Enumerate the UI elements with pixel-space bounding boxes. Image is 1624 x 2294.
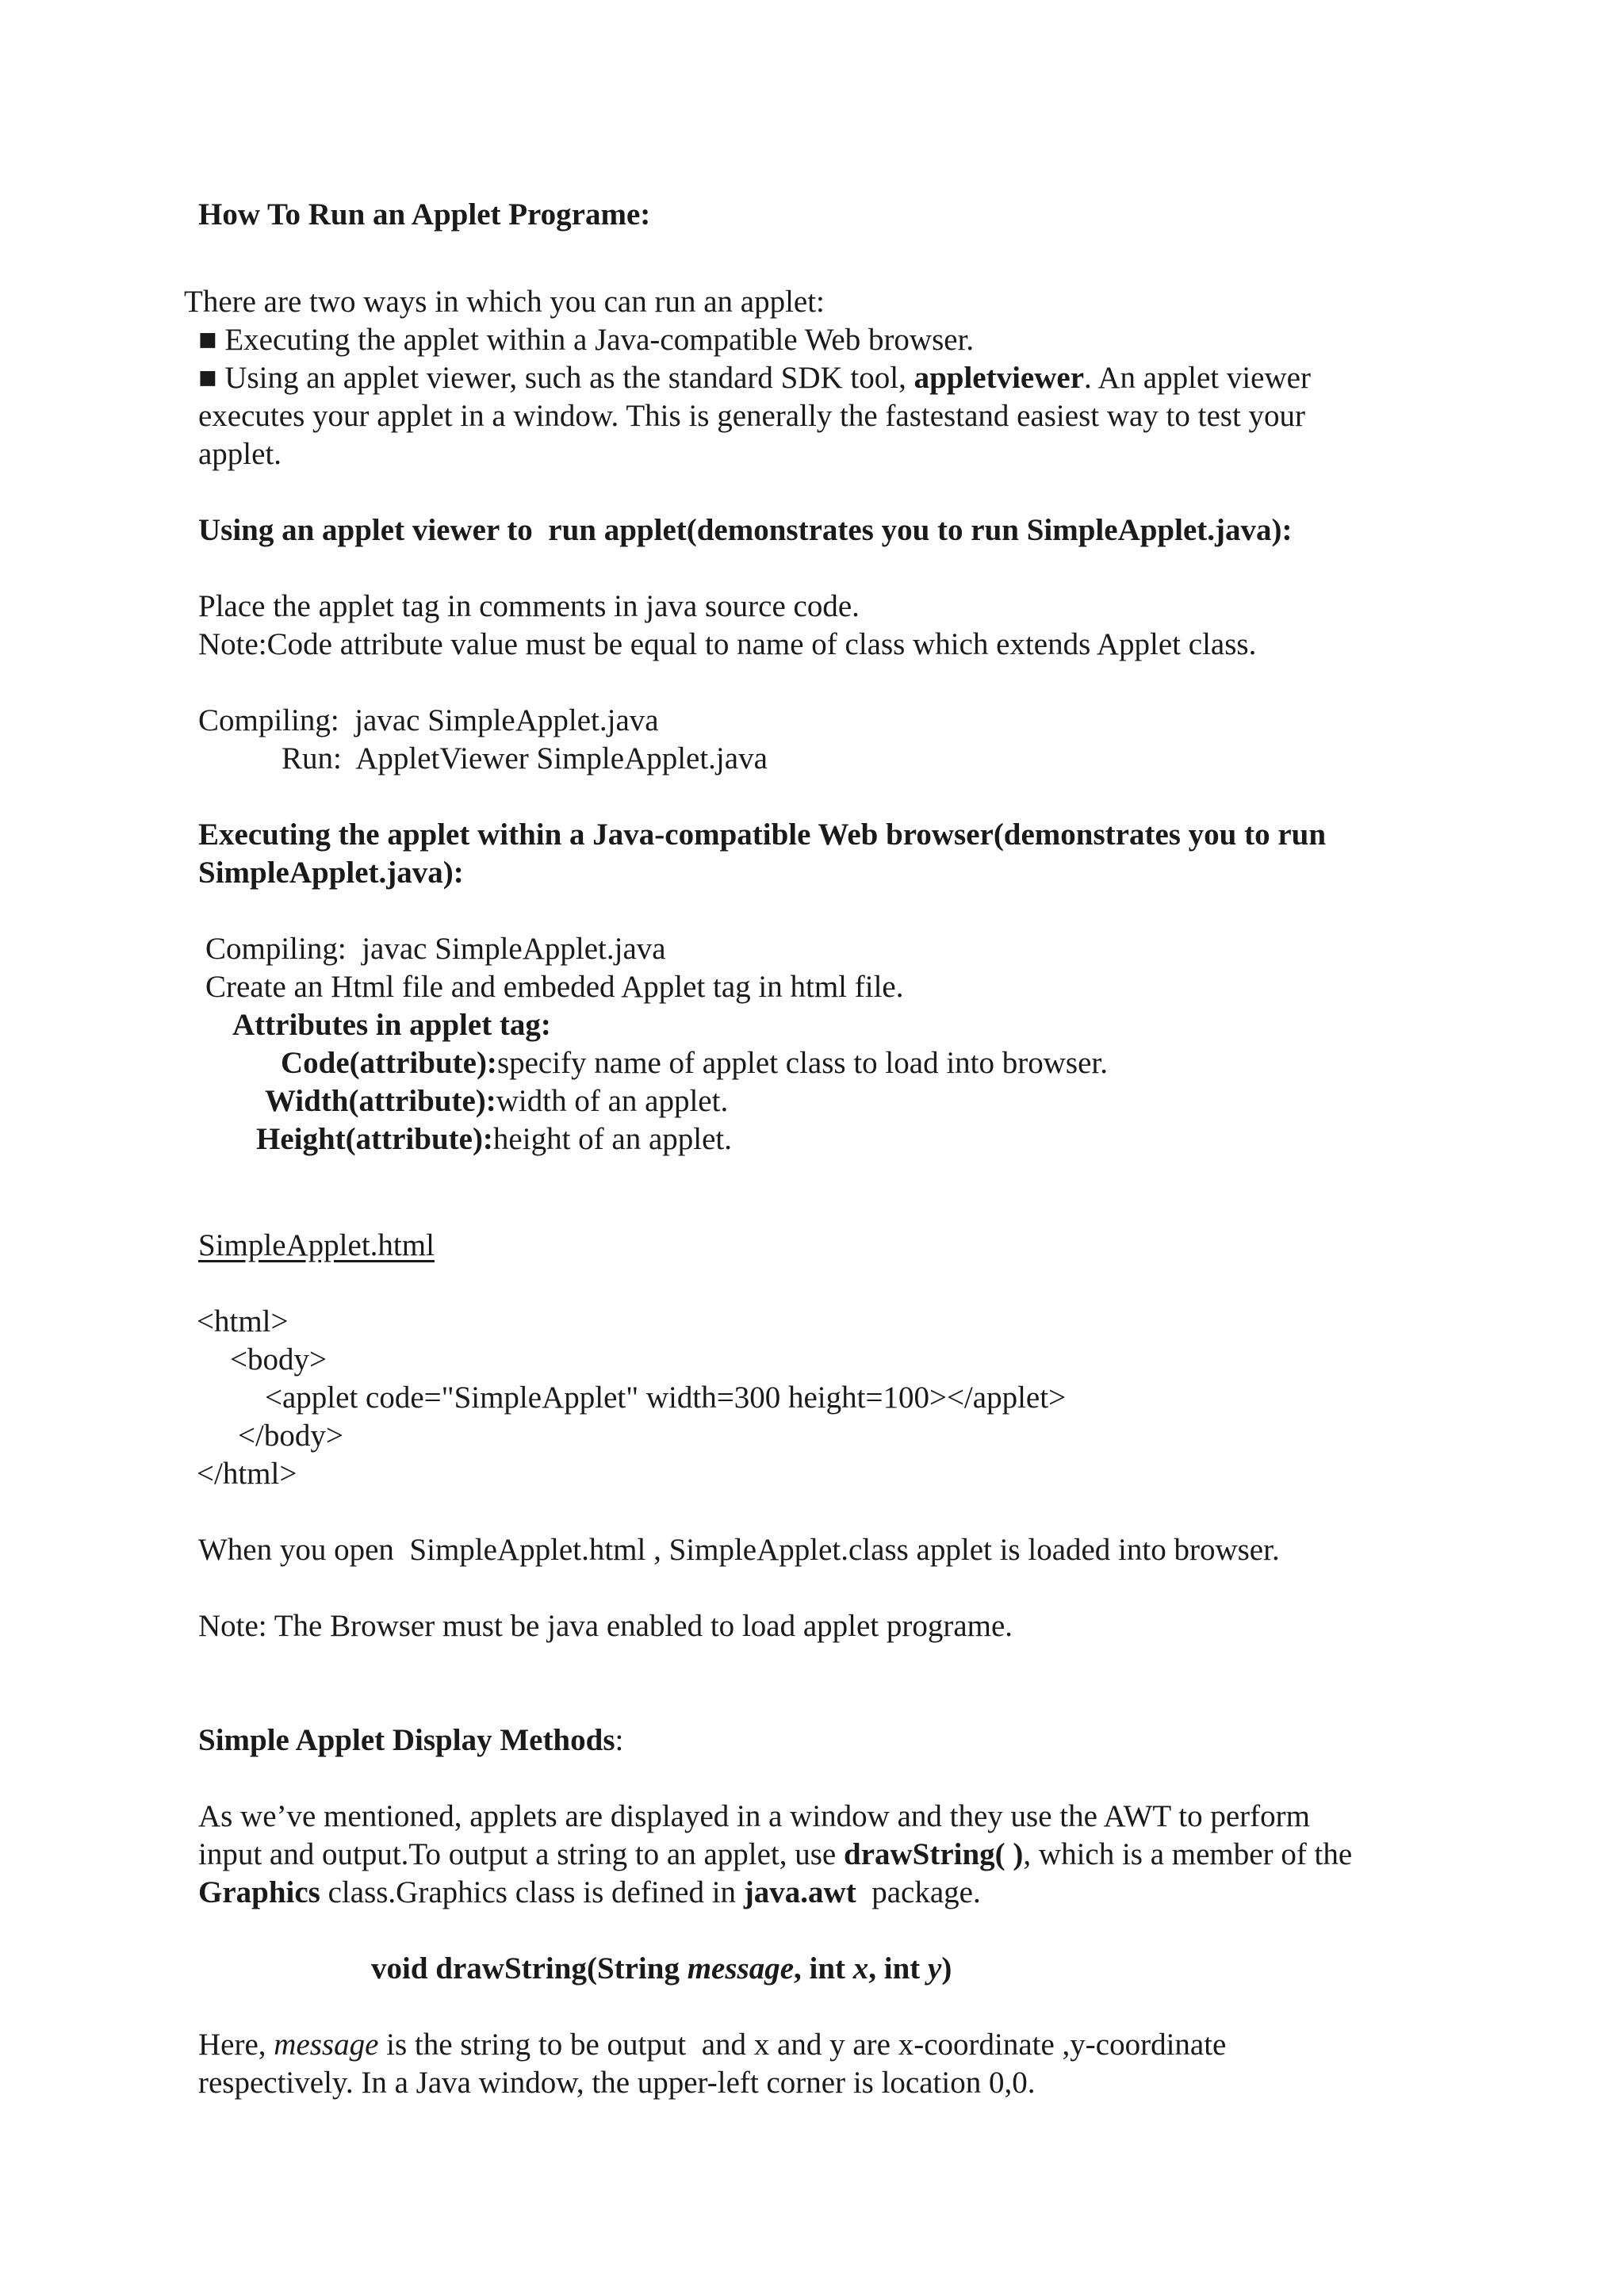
code-line-applet: <applet code="SimpleApplet" width=300 height=100></applet> [265, 1381, 1067, 1415]
browser-note: Note: The Browser must be java enabled to load applet programe. [198, 1609, 1013, 1643]
appletviewer-term: appletviewer [914, 361, 1085, 395]
attr-width: Width(attribute):width of an applet. [265, 1084, 729, 1118]
open-html-line: When you open SimpleApplet.html , SimpleApplet.class applet is loaded into browser. [198, 1533, 1280, 1567]
code-line-html-close: </html> [197, 1457, 297, 1491]
bullet-item-2: ■ Using an applet viewer, such as the standard SDK tool, appletviewer. An applet viewer [198, 361, 1311, 395]
viewer-note: Note:Code attribute value must be equal to name of class which extends Applet class. [198, 627, 1257, 661]
browser-compiling: Compiling: javac SimpleApplet.java [205, 932, 666, 966]
heading-applet-viewer: Using an applet viewer to run applet(demonstrates you to run SimpleApplet.java): [198, 513, 1293, 547]
intro-line: There are two ways in which you can run an applet: [184, 285, 825, 319]
viewer-line-1: Place the applet tag in comments in java source code. [198, 589, 860, 623]
code-line-html-open: <html> [197, 1304, 289, 1338]
html-file-title: SimpleApplet.html [198, 1228, 435, 1262]
intro-line-4: applet. [198, 437, 282, 471]
heading-browser-1: Executing the applet within a Java-compatible Web browser(demonstrates you to run [198, 818, 1327, 852]
display-para-line-1: As we’ve mentioned, applets are displayed in a window and they use the AWT to perform [198, 1799, 1310, 1833]
heading-browser-2: SimpleApplet.java): [198, 856, 464, 890]
attr-height: Height(attribute):height of an applet. [256, 1122, 732, 1156]
heading-display-methods: Simple Applet Display Methods: [198, 1723, 624, 1757]
browser-create: Create an Html file and embeded Applet tag in html file. [205, 970, 904, 1004]
bullet-square-icon: ■ [198, 361, 217, 395]
code-line-body-close: </body> [238, 1419, 343, 1453]
viewer-compiling: Compiling: javac SimpleApplet.java [198, 703, 659, 737]
attributes-heading: Attributes in applet tag: [232, 1008, 551, 1042]
here-line-2: respectively. In a Java window, the upper-left corner is location 0,0. [198, 2066, 1036, 2100]
display-para-line-2: input and output.To output a string to an applet, use drawString( ), which is a member of the [198, 1837, 1353, 1871]
intro-line-3: executes your applet in a window. This is generally the fastestand easiest way to test your [198, 399, 1306, 433]
bullet-item-1: ■ Executing the applet within a Java-compatible Web browser. [198, 323, 975, 357]
here-line-1: Here, message is the string to be output and x and y are x-coordinate ,y-coordinate [198, 2028, 1227, 2062]
bullet-square-icon: ■ [198, 323, 217, 357]
attr-code: Code(attribute):specify name of applet class to load into browser. [281, 1046, 1108, 1080]
viewer-run: Run: AppletViewer SimpleApplet.java [282, 741, 768, 776]
heading-how-to-run: How To Run an Applet Programe: [198, 197, 651, 232]
drawstring-signature: void drawString(String message, int x, int y) [371, 1951, 952, 1986]
code-line-body-open: <body> [230, 1342, 327, 1377]
display-para-line-3: Graphics class.Graphics class is defined in java.awt package. [198, 1875, 981, 1909]
